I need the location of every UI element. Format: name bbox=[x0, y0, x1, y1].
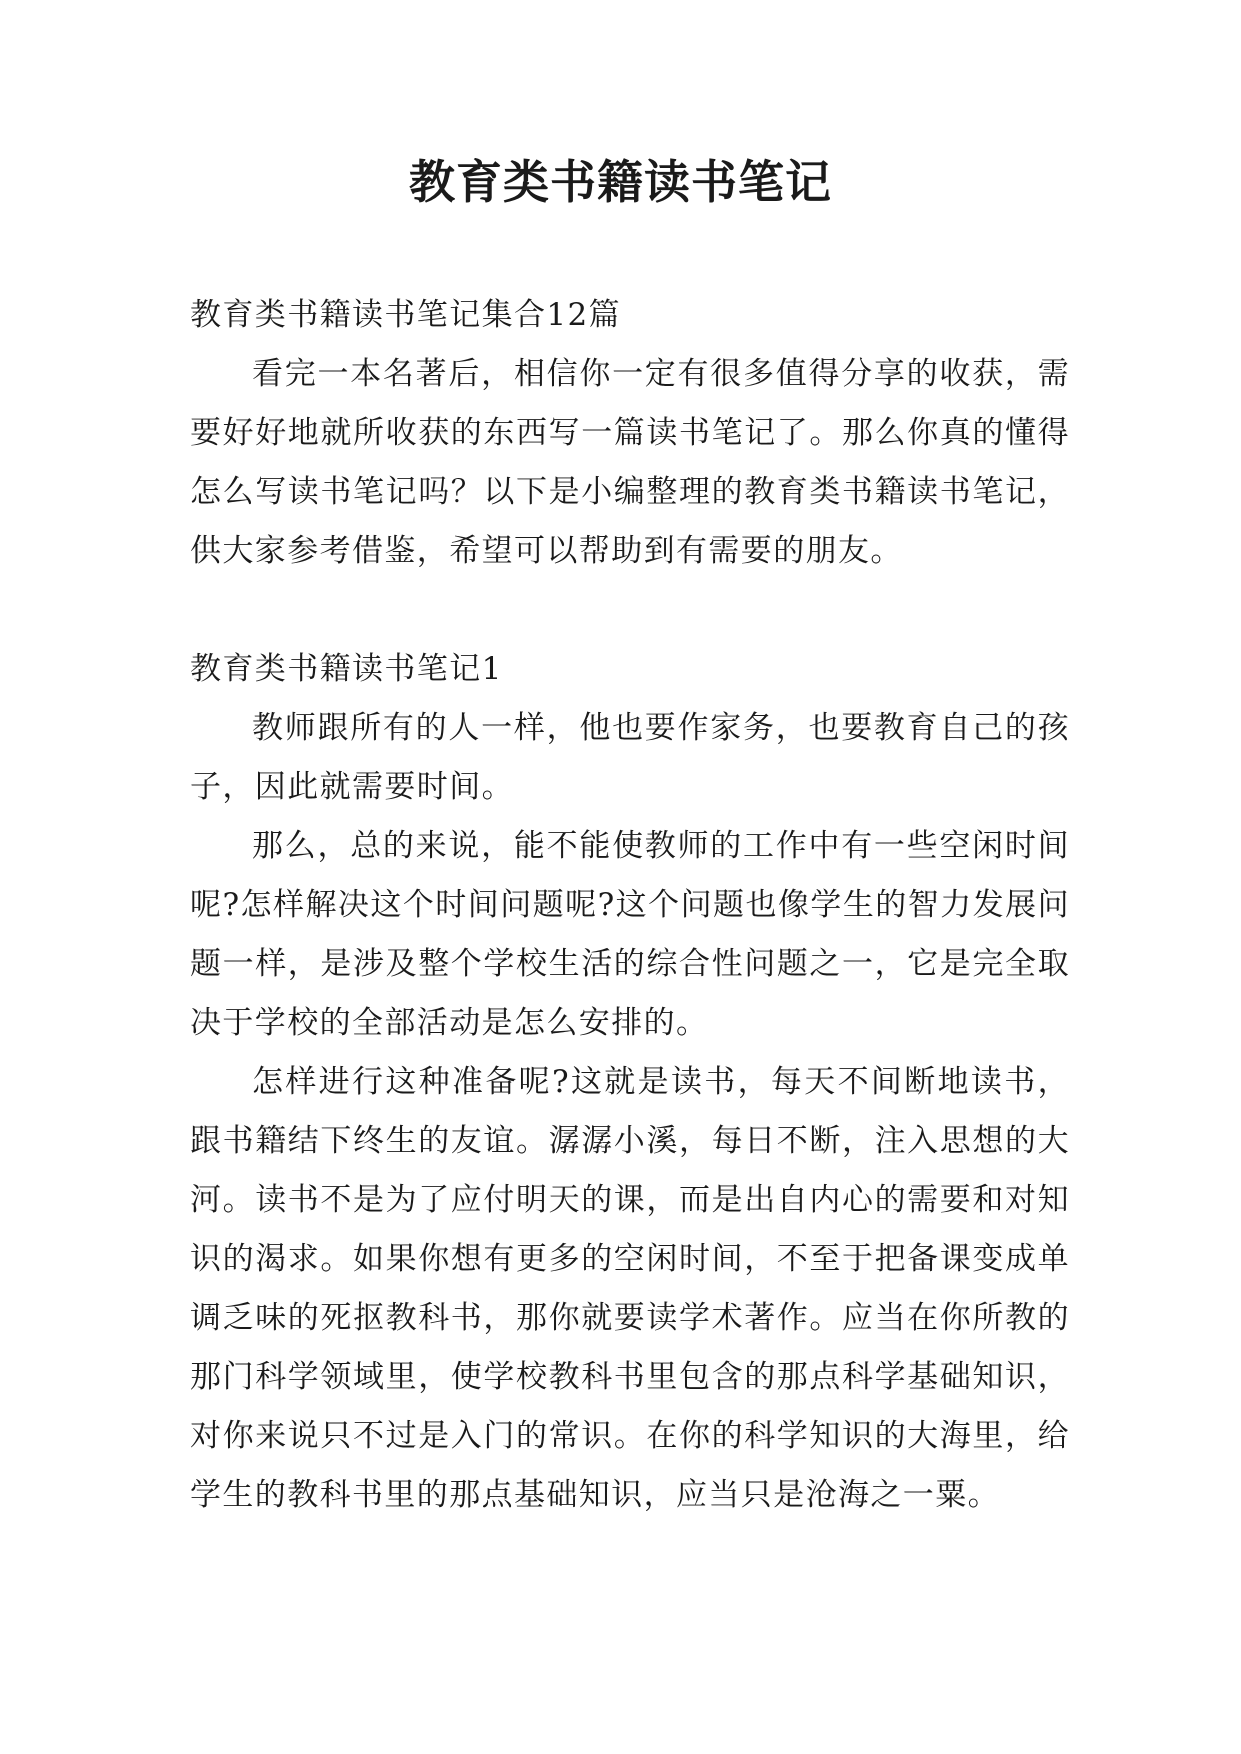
body-paragraph: 教师跟所有的人一样，他也要作家务，也要教育自己的孩子，因此就需要时间。 bbox=[190, 710, 1070, 805]
section-spacer bbox=[190, 581, 1070, 640]
section-heading: 教育类书籍读书笔记1 bbox=[190, 651, 503, 687]
body-paragraph: 那么，总的来说，能不能使教师的工作中有一些空闲时间呢?怎样解决这个时间问题呢?这个问题也像学生的智力发展问题一样，是涉及整个学校生活的综合性问题之一，它是完全取决于学校的全部活动是怎么安排的。 bbox=[190, 828, 1070, 1041]
body-paragraph: 怎样进行这种准备呢?这就是读书，每天不间断地读书，跟书籍结下终生的友谊。潺潺小溪，每日不断，注入思想的大河。读书不是为了应付明天的课，而是出自内心的需要和对知识的渴求。如果你想有更多的空闲时间，不至于把备课变成单调乏味的死抠教科书，那你就要读学术著作。应当在你所教的那门科学领域里，使学校教科书里包含的那点科学基础知识，对你来说只不过是入门的常识。在你的科学知识的大海里，给学生的教科书里的那点基础知识，应当只是沧海之一粟。 bbox=[190, 1064, 1070, 1513]
document-title: 教育类书籍读书笔记 bbox=[409, 155, 832, 209]
collection-subtitle: 教育类书籍读书笔记集合12篇 bbox=[190, 297, 622, 333]
document-body bbox=[190, 286, 1070, 1525]
intro-paragraph: 看完一本名著后，相信你一定有很多值得分享的收获，需要好好地就所收获的东西写一篇读书笔记了。那么你真的懂得怎么写读书笔记吗？以下是小编整理的教育类书籍读书笔记，供大家参考借鉴，希望可以帮助到有需要的朋友。 bbox=[190, 356, 1070, 569]
